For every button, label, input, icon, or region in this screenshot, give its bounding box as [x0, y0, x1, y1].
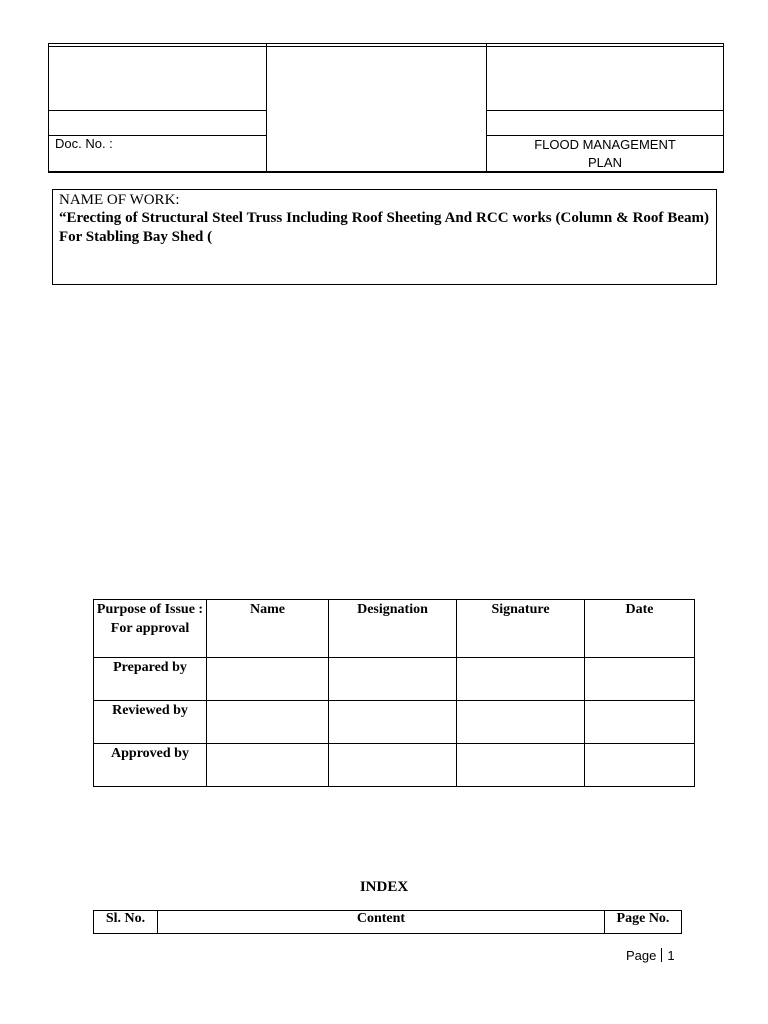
- header-rule: [486, 110, 723, 111]
- column-header-purpose: Purpose of Issue : For approval: [94, 600, 207, 658]
- designation-cell: [329, 744, 457, 787]
- column-header-sl-no: Sl. No.: [94, 911, 158, 934]
- column-header-designation: Designation: [329, 600, 457, 658]
- column-header-page-no: Page No.: [605, 911, 682, 934]
- table-row: [94, 911, 682, 934]
- name-of-work-box: [52, 189, 717, 285]
- column-header-name: Name: [207, 600, 329, 658]
- header-bottom-rule: [48, 171, 724, 173]
- table-row: [94, 600, 695, 658]
- approval-table: [93, 599, 695, 787]
- table-row: [94, 658, 695, 701]
- date-cell: [585, 658, 695, 701]
- row-label-reviewed: Reviewed by: [94, 701, 207, 744]
- plan-title: [487, 136, 723, 172]
- name-of-work-text: “Erecting of Structural Steel Truss Including Roof Sheeting And RCC works (Column & Roof Beam) For Stabling Bay Shed (: [59, 210, 709, 245]
- signature-cell: [457, 701, 585, 744]
- plan-title-line: PLAN: [588, 155, 622, 170]
- row-label-approved: Approved by: [94, 744, 207, 787]
- column-header-date: Date: [585, 600, 695, 658]
- designation-cell: [329, 701, 457, 744]
- table-row: [94, 701, 695, 744]
- index-title: INDEX: [359, 879, 409, 895]
- date-cell: [585, 701, 695, 744]
- document-header-table: [48, 43, 724, 173]
- header-rule: [49, 110, 266, 111]
- footer-separator: [661, 948, 662, 962]
- page-footer: [626, 948, 675, 963]
- signature-cell: [457, 744, 585, 787]
- date-cell: [585, 744, 695, 787]
- header-divider: [266, 44, 267, 172]
- signature-cell: [457, 658, 585, 701]
- name-of-work-heading: NAME OF WORK:: [59, 192, 180, 208]
- table-row: [94, 744, 695, 787]
- page-label: Page: [626, 948, 657, 963]
- designation-cell: [329, 658, 457, 701]
- plan-title-line: FLOOD MANAGEMENT: [534, 137, 676, 152]
- name-cell: [207, 701, 329, 744]
- index-table: [93, 910, 682, 934]
- doc-number-label: Doc. No. :: [55, 136, 113, 151]
- column-header-content: Content: [158, 911, 605, 934]
- page-number: 1: [667, 948, 675, 963]
- name-cell: [207, 744, 329, 787]
- name-cell: [207, 658, 329, 701]
- column-header-signature: Signature: [457, 600, 585, 658]
- row-label-prepared: Prepared by: [94, 658, 207, 701]
